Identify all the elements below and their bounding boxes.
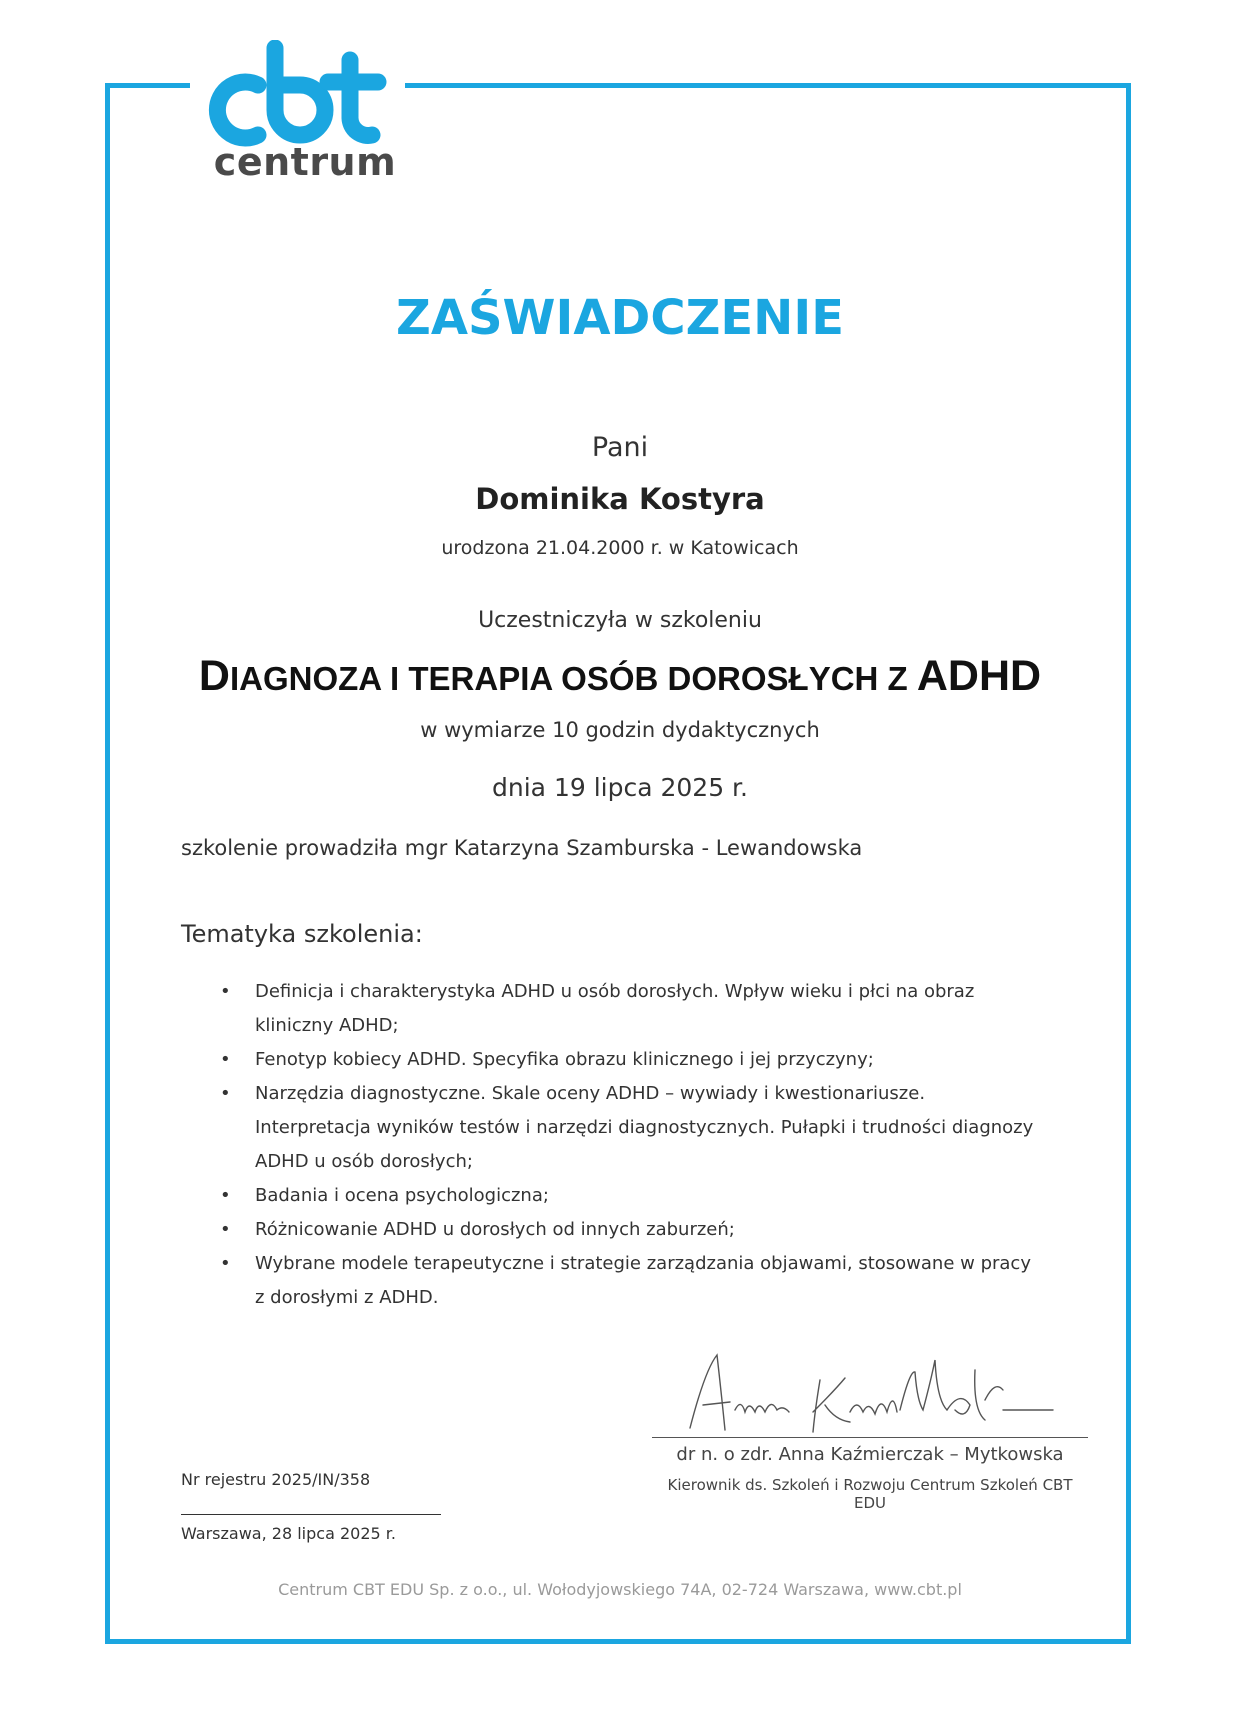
logo-text: centrum [213, 140, 397, 184]
course-date: dnia 19 lipca 2025 r. [492, 773, 748, 802]
topics-heading: Tematyka szkolenia: [181, 920, 423, 948]
topic-item: • Badania i ocena psychologiczna; [220, 1179, 1040, 1213]
topic-item: • Narzędzia diagnostyczne. Skale oceny ADHD – wywiady i kwestionariusze. Interpretacja wyników testów i narzędzi diagnostycznych. Pułapki i trudności diagnozy ADHD u osób dorosłych; [220, 1077, 1040, 1179]
topics-list [220, 975, 1040, 1315]
topic-item: • Fenotyp kobiecy ADHD. Specyfika obrazu klinicznego i jej przyczyny; [220, 1043, 1040, 1077]
handwritten-signature [685, 1350, 1055, 1440]
recipient-name: Dominika Kostyra [475, 482, 765, 516]
trainer-info: szkolenie prowadziła mgr Katarzyna Szamburska - Lewandowska [181, 836, 863, 860]
signature-line [652, 1437, 1088, 1438]
course-title-middle: IAGNOZA I TERAPIA OSÓB DOROSŁYCH Z [229, 660, 917, 697]
salutation: Pani [591, 432, 649, 463]
course-title-initial: D [198, 652, 230, 700]
birth-info: urodzona 21.04.2000 r. w Katowicach [441, 537, 799, 559]
course-title-end: ADHD [916, 652, 1042, 700]
footer-address: Centrum CBT EDU Sp. z o.o., ul. Wołodyjowskiego 74A, 02-724 Warszawa, www.cbt.pl [278, 1580, 962, 1599]
topic-item: • Definicja i charakterystyka ADHD u osób dorosłych. Wpływ wieku i płci na obraz kliniczny ADHD; [220, 975, 1040, 1043]
topic-item: • Różnicowanie ADHD u dorosłych od innych zaburzeń; [220, 1213, 1040, 1247]
signer-role: Kierownik ds. Szkoleń i Rozwoju Centrum Szkoleń CBT EDU [667, 1476, 1073, 1512]
signer-name: dr n. o zdr. Anna Kaźmierczak – Mytkowska [676, 1444, 1064, 1465]
registry-number: Nr rejestru 2025/IN/358 [181, 1470, 371, 1489]
topic-item: • Wybrane modele terapeutyczne i strategie zarządzania objawami, stosowane w pracy z dorosłymi z ADHD. [220, 1247, 1040, 1315]
participation-text: Uczestniczyła w szkoleniu [478, 608, 762, 633]
course-hours: w wymiarze 10 godzin dydaktycznych [420, 718, 820, 742]
certificate-title: ZAŚWIADCZENIE [396, 290, 844, 346]
place-date: Warszawa, 28 lipca 2025 r. [181, 1524, 396, 1543]
course-title [0, 652, 1240, 701]
registry-line [181, 1514, 441, 1515]
